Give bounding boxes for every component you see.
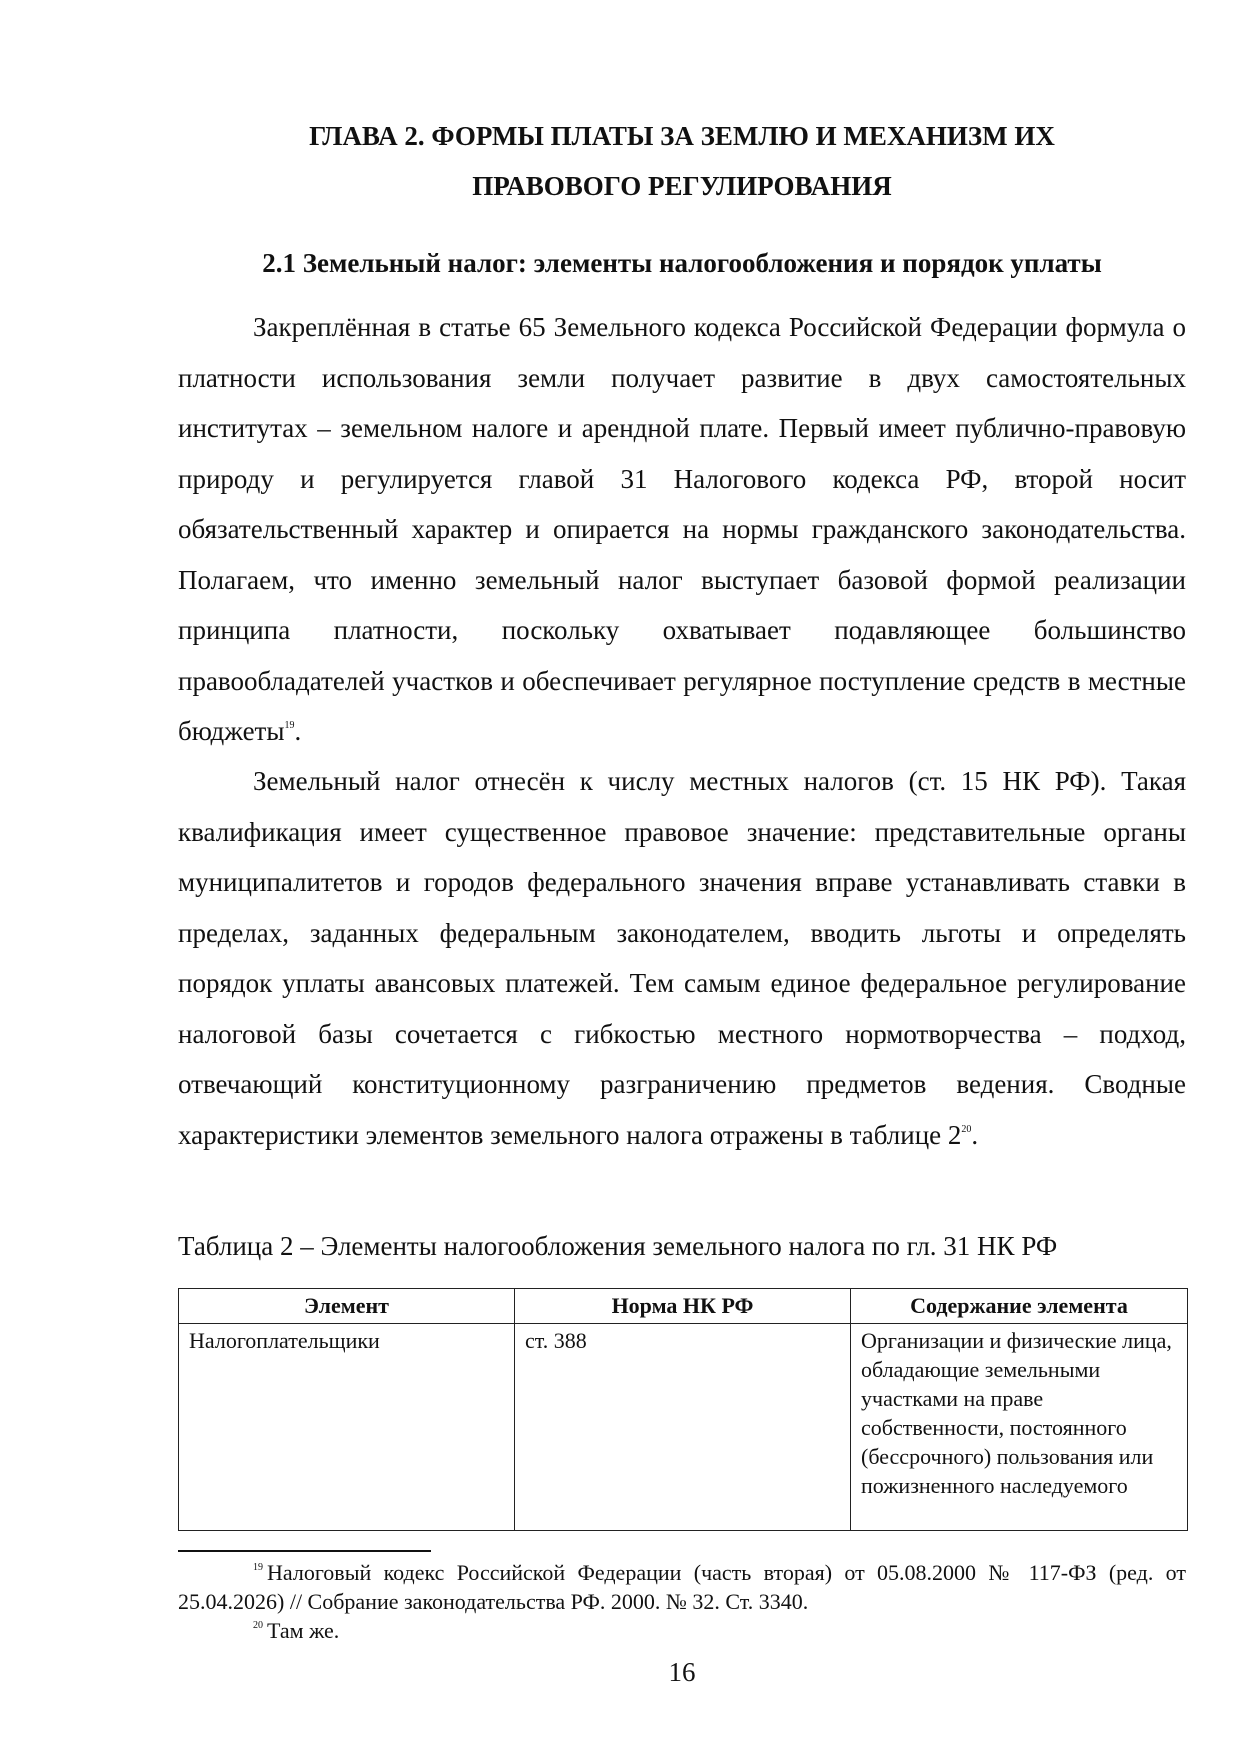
footnote-20-text: Там же. (267, 1618, 340, 1643)
footnote-20-number: 20 (253, 1620, 263, 1631)
chapter-title-line-1: ГЛАВА 2. ФОРМЫ ПЛАТЫ ЗА ЗЕМЛЮ И МЕХАНИЗМ ИХ (309, 121, 1055, 151)
table-header-cell: Норма НК РФ (515, 1289, 851, 1324)
footnote-19 (178, 1558, 1186, 1616)
table-header-cell: Элемент (179, 1289, 515, 1324)
paragraph-2 (178, 756, 1186, 1160)
chapter-title (178, 111, 1186, 211)
table-caption: Таблица 2 – Элементы налогообложения земельного налога по гл. 31 НК РФ (178, 1231, 1058, 1261)
footnote-20 (178, 1616, 1186, 1645)
footnote-ref-20[interactable]: 20 (961, 1123, 972, 1135)
table-header-cell: Содержание элемента (851, 1289, 1188, 1324)
footnote-ref-19[interactable]: 19 (284, 720, 295, 731)
page-number: 16 (668, 1657, 696, 1687)
table-row (179, 1324, 1188, 1531)
paragraph-1-text: Закреплённая в статье 65 Земельного кодекса Российской Федерации формула о платности использования земли получает развитие в двух самостоятельных институтах – земельном налоге и арендной плате. Первый имеет публично-правовую природу и регулируется главой 31 Налогового кодекса РФ, второй носит обязательственный характер и опирается на нормы гражданского законодательства. Полагаем, что именно земельный налог выступает базовой формой реализации принципа платности, поскольку охватывает подавляющее большинство правообладателей участков и обеспечивает регулярное поступление средств в местные бюджеты (178, 312, 1186, 746)
tax-elements-table (178, 1288, 1188, 1531)
footnote-separator (178, 1550, 431, 1552)
table-cell-element: Налогоплательщики (179, 1324, 515, 1531)
table-header-row (179, 1289, 1188, 1324)
footnote-19-text: Налоговый кодекс Российской Федерации (часть вторая) от 05.08.2000 № 117-ФЗ (ред. от 25.04.2026) // Собрание законодательства РФ. 2000. № 32. Ст. 3340. (178, 1560, 1186, 1614)
paragraph-1-end: . (294, 716, 302, 746)
paragraph-1 (178, 302, 1186, 757)
footnote-19-number: 19 (253, 1562, 263, 1573)
paragraph-2-end: . (971, 1119, 979, 1150)
paragraph-2-text: Земельный налог отнесён к числу местных налогов (ст. 15 НК РФ). Такая квалификация имеет существенное правовое значение: представительные органы муниципалитетов и городов федерального значения вправе устанавливать ставки в пределах, заданных федеральным законодателем, вводить льготы и определять порядок уплаты авансовых платежей. Тем самым единое федеральное регулирование налоговой базы сочетается с гибкостью местного нормотворчества – подход, отвечающий конституционному разграничению предметов ведения. Сводные характеристики элементов земельного налога отражены в таблице 2 (178, 766, 1186, 1150)
table-cell-content: Организации и физические лица, обладающие земельными участками на праве собственности, постоянного (бессрочного) пользования или пожизненного наследуемого (851, 1324, 1188, 1531)
table-cell-norm: ст. 388 (515, 1324, 851, 1531)
chapter-title-line-2: ПРАВОВОГО РЕГУЛИРОВАНИЯ (472, 171, 892, 201)
section-title: 2.1 Земельный налог: элементы налогообложения и порядок уплаты (262, 248, 1102, 278)
